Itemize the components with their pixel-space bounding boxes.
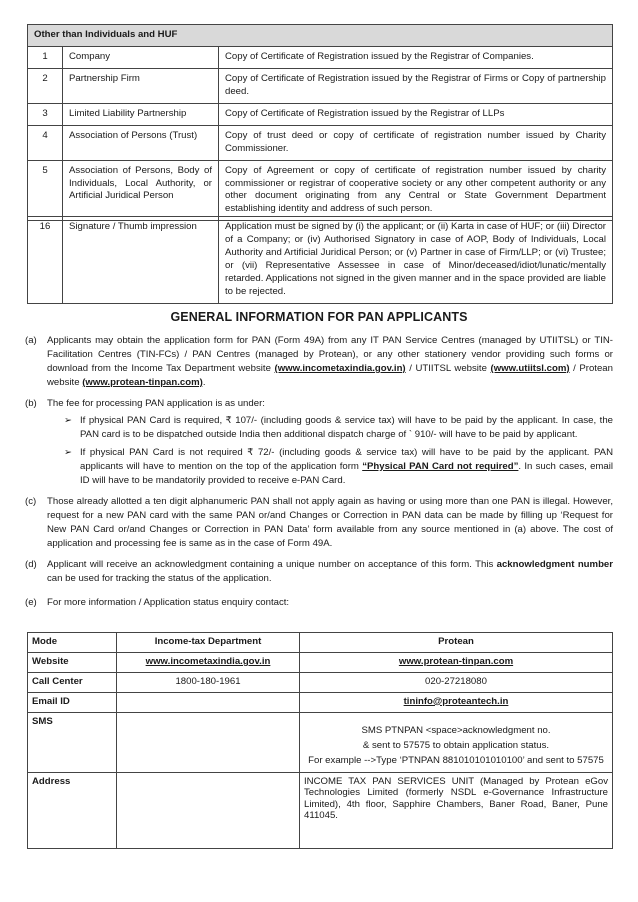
sms-instructions xyxy=(300,712,613,772)
entity-type: Association of Persons (Trust) xyxy=(63,125,219,160)
para-a xyxy=(25,334,613,390)
para-label: (d) xyxy=(25,559,37,570)
table-row xyxy=(28,712,613,772)
entity-type: Company xyxy=(63,46,219,68)
entity-type: Partnership Firm xyxy=(63,68,219,103)
table-row xyxy=(28,217,613,304)
table-row xyxy=(28,125,613,160)
para-label: (c) xyxy=(25,496,37,507)
table-row xyxy=(28,103,613,125)
row-label: SMS xyxy=(28,712,117,772)
para-c xyxy=(25,495,613,551)
row-label: Email ID xyxy=(28,692,117,712)
fee-bullet-physical xyxy=(64,414,613,442)
para-d-end: can be used for tracking the status of the application. xyxy=(47,572,272,584)
itd-website-link[interactable]: www.incometaxindia.gov.in xyxy=(145,655,271,667)
row-number: 2 xyxy=(28,68,63,103)
table-header: Other than Individuals and HUF xyxy=(28,25,613,47)
contact-table xyxy=(27,632,613,849)
row-label: Call Center xyxy=(28,672,117,692)
entity-documents-table xyxy=(27,24,613,221)
fee-text-end: . In such cases, email ID will have to be mandatorily provided to receive e-PAN Card. xyxy=(80,460,613,486)
arrow-bullet-icon: ➢ xyxy=(64,447,73,458)
row-number: 16 xyxy=(28,217,63,304)
table-row xyxy=(28,772,613,848)
sms-line: For example -->Type ‘PTNPAN 881010101010100’ and sent to 57575 xyxy=(308,755,604,767)
col-income-tax: Income-tax Department xyxy=(117,633,300,653)
fee-text: If physical PAN Card is not required ₹ 72/- (including goods & service tax) will have to be paid by the applicant. PAN applicants will have to mention on the top of the application form xyxy=(80,447,613,472)
row-number: 4 xyxy=(28,125,63,160)
table-row xyxy=(28,68,613,103)
row-number: 1 xyxy=(28,46,63,68)
table-header-row xyxy=(28,633,613,653)
table-row xyxy=(28,672,613,692)
para-c-text: Those already allotted a ten digit alphanumeric PAN shall not apply again as having or using more than one PAN is illegal. However, request for a new PAN card with the same PAN or/and Changes or Correction in PAN data can be made by filling up ‘Request for New PAN Card or/and Changes or Correction in PAN Data’ form available from any source mentioned in (a) above. The cost of application and processing fee is same as in the case of Form 49A. xyxy=(47,496,613,549)
para-label: (e) xyxy=(25,597,37,608)
empty-cell xyxy=(117,712,300,772)
para-d-text: Applicant will receive an acknowledgment containing a unique number on acceptance of this form. This xyxy=(47,559,494,570)
para-a-end: . xyxy=(202,376,206,388)
required-document: Copy of Certificate of Registration issued by the Registrar of Companies. xyxy=(219,46,613,68)
protean-website-link[interactable]: www.protean-tinpan.com xyxy=(398,655,514,667)
utiitsl-link[interactable]: (www.utiitsl.com) xyxy=(490,362,570,374)
required-document: Copy of trust deed or copy of certificate of registration number issued by Charity Commissioner. xyxy=(219,125,613,160)
row-number: 3 xyxy=(28,103,63,125)
para-e xyxy=(25,596,613,610)
fee-bullet-nonphysical xyxy=(64,446,613,488)
sms-line: SMS PTNPAN <space>acknowledgment no. xyxy=(361,724,551,736)
signature-label: Signature / Thumb impression xyxy=(63,217,219,304)
para-label: (b) xyxy=(25,398,37,409)
entity-type: Limited Liability Partnership xyxy=(63,103,219,125)
arrow-bullet-icon: ➢ xyxy=(64,415,73,426)
row-label: Address xyxy=(28,772,117,848)
para-label: (a) xyxy=(25,335,37,346)
empty-cell xyxy=(117,692,300,712)
required-document: Copy of Certificate of Registration issued by the Registrar of Firms or Copy of partnership deed. xyxy=(219,68,613,103)
para-b xyxy=(25,397,613,411)
col-protean: Protean xyxy=(300,633,613,653)
col-mode: Mode xyxy=(28,633,117,653)
row-number: 5 xyxy=(28,160,63,221)
incometax-link[interactable]: (www.incometaxindia.gov.in) xyxy=(274,362,406,374)
itd-phone: 1800-180-1961 xyxy=(117,672,300,692)
sms-line: & sent to 57575 to obtain application status. xyxy=(362,740,550,752)
para-d xyxy=(25,558,613,586)
required-document: Copy of Agreement or copy of certificate of registration number issued by charity commissioner or registrar of cooperative society or any other competent authority or any other document originating from any Central or State Government Department establishing identity and address of such person. xyxy=(219,160,613,221)
table-row xyxy=(28,46,613,68)
required-document: Copy of Certificate of Registration issued by the Registrar of LLPs xyxy=(219,103,613,125)
para-b-text: The fee for processing PAN application is as under: xyxy=(47,398,265,409)
empty-cell xyxy=(117,772,300,848)
page-title: GENERAL INFORMATION FOR PAN APPLICANTS xyxy=(170,310,468,324)
no-physical-note: “Physical PAN Card not required” xyxy=(362,460,519,472)
fee-text: If physical PAN Card is required, ₹ 107/- (including goods & service tax) will have to be paid by the applicant. In case, the PAN card is to be dispatched outside India then additional dispatch charge of ` 910/- will have to be paid by applicant. xyxy=(80,415,613,440)
table-row xyxy=(28,692,613,712)
row-label: Website xyxy=(28,652,117,672)
protean-email-link[interactable]: tininfo@proteantech.in xyxy=(403,695,509,707)
entity-type: Association of Persons, Body of Individuals, Local Authority, or Artificial Juridical Person xyxy=(63,160,219,221)
para-a-mid2: / Protean website xyxy=(47,362,613,388)
table-row xyxy=(28,652,613,672)
para-a-mid: / UTIITSL website xyxy=(409,362,487,374)
protean-phone: 020-27218080 xyxy=(300,672,613,692)
protean-link[interactable]: (www.protean-tinpan.com) xyxy=(82,376,203,388)
para-e-text: For more information / Application status enquiry contact: xyxy=(47,597,290,608)
table-row xyxy=(28,160,613,221)
signature-table xyxy=(27,216,613,304)
ack-number-bold: acknowledgment number xyxy=(496,559,613,570)
signature-rules: Application must be signed by (i) the applicant; or (ii) Karta in case of HUF; or (iii) Director of a Company; or (iv) Authorised Signatory in case of AOP, Body of Individuals, Local Authority and Artificial Juridical Person; or (v) Partner in case of Firm/LLP; or (vi) Trustee; or (vii) Representative Assessee in case of Minor/deceased/idiot/lunatic/mentally retarded. Applications not signed in the given manner and in the space provided are liable to be rejected. xyxy=(219,217,613,304)
para-a-text: Applicants may obtain the application form for PAN (Form 49A) from any IT PAN Service Centres (managed by UTIITSL) or TIN-Facilitation Centres (TIN-FCs) / PAN Centres (managed by Protean), or any other stationery vendor providing such forms or download from the Income Tax Department website xyxy=(47,335,613,374)
protean-address: INCOME TAX PAN SERVICES UNIT (Managed by Protean eGov Technologies Limited (formerly NSDL e-Governance Infrastructure Limited), 4th floor, Sapphire Chambers, Baner Road, Baner, Pune 411045. xyxy=(300,772,613,848)
